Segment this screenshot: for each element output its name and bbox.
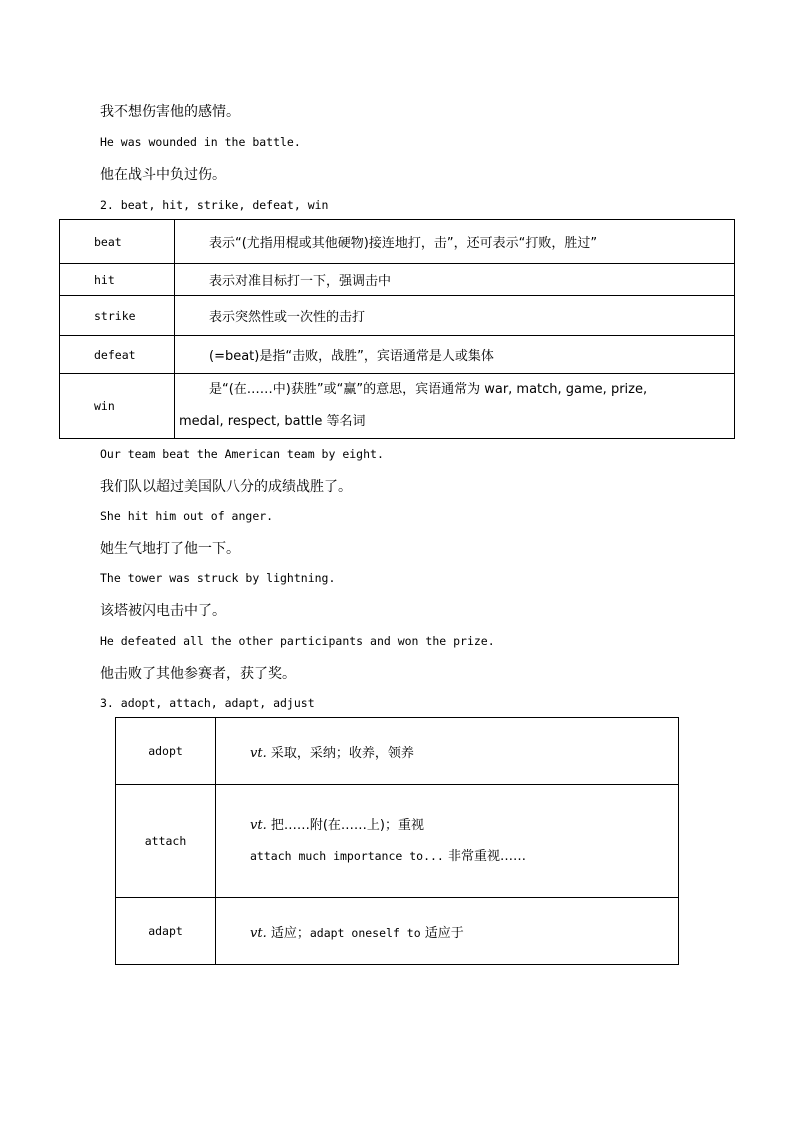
section-heading: 3. adopt, attach, adapt, adjust — [100, 696, 315, 710]
example-translation: 她生气地打了他一下。 — [100, 541, 240, 557]
desc-cell — [216, 898, 679, 965]
definition: 适应； — [270, 925, 310, 941]
word-cell: adopt — [116, 718, 216, 785]
table-row — [116, 785, 679, 898]
part-of-speech: vt. — [250, 745, 267, 761]
example-translation: 他击败了其他参赛者，获了奖。 — [100, 666, 296, 682]
section-heading: 2. beat, hit, strike, defeat, win — [100, 198, 329, 212]
table-row — [60, 264, 735, 296]
table-row — [116, 898, 679, 965]
desc-cell: 表示对准目标打一下，强调击中 — [175, 264, 735, 296]
desc-line: medal, respect, battle 等名词 — [179, 414, 366, 429]
example-sentence: The tower was struck by lightning. — [100, 571, 336, 585]
example-sentence: He defeated all the other participants and won the prize. — [100, 634, 495, 648]
text-line: He was wounded in the battle. — [100, 135, 301, 149]
desc-cell: (=beat)是指“击败，战胜”，宾语通常是人或集体 — [175, 336, 735, 374]
word-cell: adapt — [116, 898, 216, 965]
table-row — [60, 374, 735, 439]
part-of-speech: vt. — [250, 818, 267, 833]
part-of-speech: vt. — [250, 925, 267, 941]
definition: 把……附(在……上)；重视 — [270, 818, 424, 833]
example-translation: 该塔被闪电击中了。 — [100, 603, 226, 619]
table-row — [60, 296, 735, 336]
usage-meaning: 非常重视…… — [448, 849, 527, 864]
table-row — [116, 718, 679, 785]
desc-cell — [175, 374, 735, 439]
definition-line — [250, 810, 678, 841]
desc-cell — [216, 785, 679, 898]
example-translation: 我们队以超过美国队八分的成绩战胜了。 — [100, 479, 352, 495]
usage-phrase: attach much importance to... — [250, 849, 444, 863]
word-cell: hit — [60, 264, 175, 296]
usage-meaning: 适应于 — [424, 925, 464, 941]
word-comparison-table — [59, 219, 735, 439]
word-cell: defeat — [60, 336, 175, 374]
table-row — [60, 220, 735, 264]
word-cell: win — [60, 374, 175, 439]
desc-cell: 表示“(尤指用棍或其他硬物)接连地打，击”，还可表示“打败，胜过” — [175, 220, 735, 264]
word-cell: strike — [60, 296, 175, 336]
definition: 采取，采纳；收养，领养 — [270, 745, 414, 761]
word-definition-table — [115, 717, 679, 965]
text-line: 他在战斗中负过伤。 — [100, 167, 226, 183]
desc-line: 是“(在……中)获胜”或“赢”的意思，宾语通常为 war, match, game, prize, — [209, 382, 648, 397]
desc-cell — [216, 718, 679, 785]
desc-cell: 表示突然性或一次性的击打 — [175, 296, 735, 336]
word-cell: beat — [60, 220, 175, 264]
table-row — [60, 336, 735, 374]
example-sentence: Our team beat the American team by eight. — [100, 447, 384, 461]
text-line: 我不想伤害他的感情。 — [100, 104, 240, 120]
usage-phrase: adapt oneself to — [309, 925, 421, 940]
word-cell: attach — [116, 785, 216, 898]
usage-line — [250, 841, 678, 872]
example-sentence: She hit him out of anger. — [100, 509, 274, 523]
